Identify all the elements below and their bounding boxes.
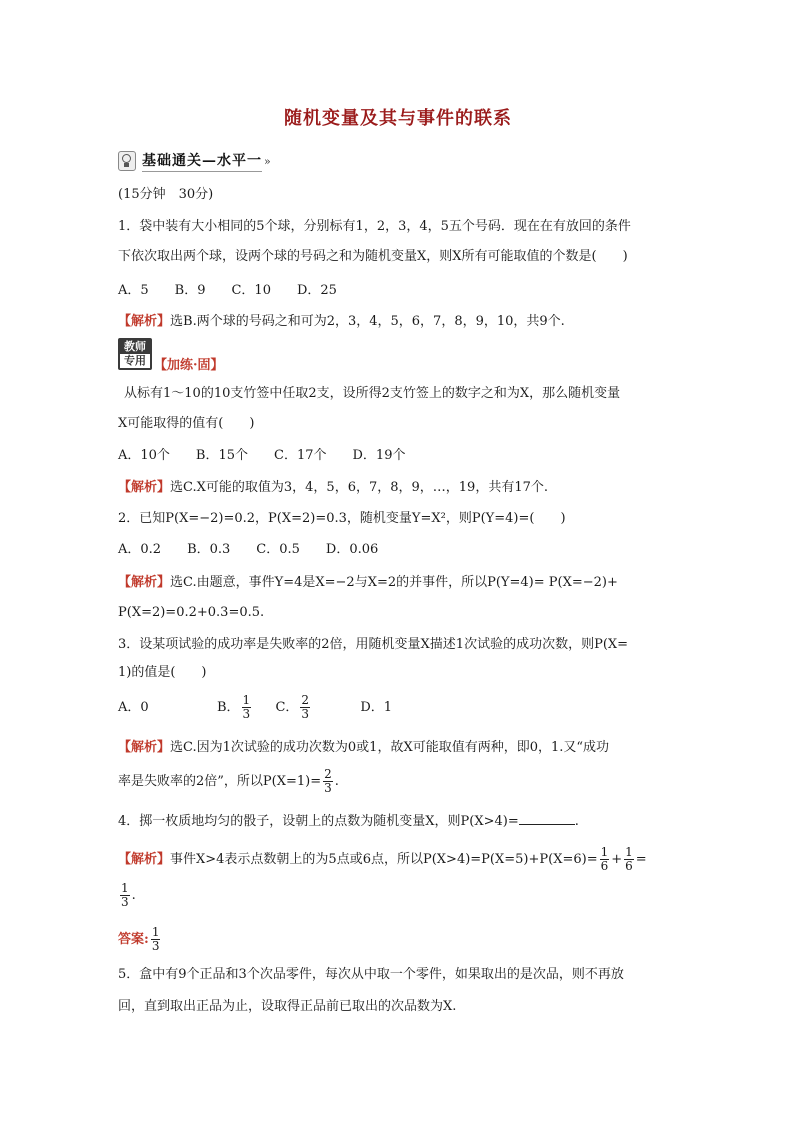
q4-answer-fraction: $\frac{1}{3}$ [151, 925, 160, 953]
q3-analysis-fraction: $\frac{2}{3}$ [324, 767, 332, 795]
q2-options: A．0.2 B．0.3 C．0.5 D．0.06 [118, 542, 379, 557]
q3-option-a: A．0 [118, 700, 149, 715]
badge-line1: 教师 [124, 340, 146, 353]
analysis-text: 选C.X可能的取值为3，4，5，6，7，8，9，…，19，共有17个. [170, 480, 548, 495]
analysis-tag: 【解析】 [118, 314, 171, 329]
q3-line1: 3．设某项试验的成功率是失败率的2倍，用随机变量X描述1次试验的成功次数，则P(X= [118, 637, 629, 652]
answer-tag: 答案: [118, 932, 149, 947]
q1-analysis [118, 313, 678, 331]
teacher-only-badge [118, 338, 152, 370]
answer-blank [519, 812, 575, 825]
q4-fraction-2: $\frac{1}{6}$ [625, 845, 633, 873]
q5-line1: 5．盒中有9个正品和3个次品零件，每次从中取一个零件，如果取出的是次品，则不再放 [118, 967, 624, 982]
q3-option-c: C． [275, 700, 299, 715]
lightbulb-icon [118, 151, 136, 171]
q2-line1: 2．已知P(X=−2)=0.2，P(X=2)=0.3，随机变量Y=X²，则P(Y=4)=( ) [118, 511, 566, 526]
q4-answer [118, 926, 678, 953]
double-chevron-icon: » [264, 154, 271, 168]
analysis-tag: 【解析】 [118, 740, 171, 755]
analysis-text: 选B.两个球的号码之和可为2，3，4，5，6，7，8，9，10，共9个. [170, 314, 565, 329]
badge-line2: 专用 [120, 354, 150, 368]
q3-option-b-fraction: $\frac{1}{3}$ [242, 693, 251, 721]
extra-line2: X可能取得的值有( ) [118, 416, 255, 431]
q3-option-b: B． [216, 700, 240, 715]
extra-analysis [118, 479, 678, 497]
q4-fraction-1: $\frac{1}{6}$ [600, 845, 609, 873]
analysis-text: 选C.由题意，事件Y=4是X=−2与X=2的并事件，所以P(Y=4)= P(X=−2)+ [170, 575, 618, 590]
q3-option-d: D．1 [360, 700, 393, 715]
time-note: (15分钟 30分) [118, 187, 214, 202]
section-label: 基础通关—水平一 [142, 150, 262, 172]
q3-analysis-line2: 率是失败率的2倍”，所以P(X=1)= $\frac{2}{3}$ . [118, 767, 339, 795]
q4-analysis: 【解析】事件X>4表示点数朝上的为5点或6点，所以P(X>4)=P(X=5)+P(X=6)= $\frac{1}{6}$ + $\frac{1}{6}$ = [118, 845, 647, 873]
analysis-tag: 【解析】 [118, 852, 171, 867]
page-title: 随机变量及其与事件的联系 [284, 108, 512, 129]
q2-analysis-line1 [118, 574, 678, 592]
section-header [118, 150, 271, 172]
q3-line2: 1)的值是( ) [118, 665, 207, 680]
q4-result-fraction: $\frac{1}{3}$ [121, 881, 129, 909]
extra-tag [154, 357, 714, 375]
analysis-text: 选C.因为1次试验的成功次数为0或1，故X可能取值有两种，即0，1.又“成功 [170, 740, 610, 755]
q3-analysis-line1 [118, 739, 678, 757]
q3-options [118, 694, 678, 721]
q4-analysis-result: $\frac{1}{3}$ . [121, 881, 136, 909]
extra-tag-text: 【加练·固】 [154, 358, 224, 373]
analysis-tag: 【解析】 [118, 480, 171, 495]
q1-line2: 下依次取出两个球，设两个球的号码之和为随机变量X，则X所有可能取值的个数是( ) [118, 249, 628, 264]
q5-line2: 回，直到取出正品为止，设取得正品前已取出的次品数为X. [118, 999, 457, 1014]
extra-options: A．10个 B．15个 C．17个 D．19个 [118, 448, 406, 463]
q4-line1: 4．掷一枚质地均匀的骰子，设朝上的点数为随机变量X，则P(X>4)= . [118, 814, 579, 829]
extra-line1: 从标有1～10的10支竹签中任取2支，设所得2支竹签上的数字之和为X，那么随机变量 [124, 386, 621, 401]
q1-line1: 1．袋中装有大小相同的5个球，分别标有1，2，3，4，5五个号码．现在在有放回的条件 [118, 219, 631, 234]
q2-analysis-line2: P(X=2)=0.2+0.3=0.5. [118, 605, 265, 620]
analysis-tag: 【解析】 [118, 575, 171, 590]
q1-options: A．5 B．9 C．10 D．25 [118, 283, 337, 298]
q3-option-c-fraction: $\frac{2}{3}$ [301, 693, 310, 721]
